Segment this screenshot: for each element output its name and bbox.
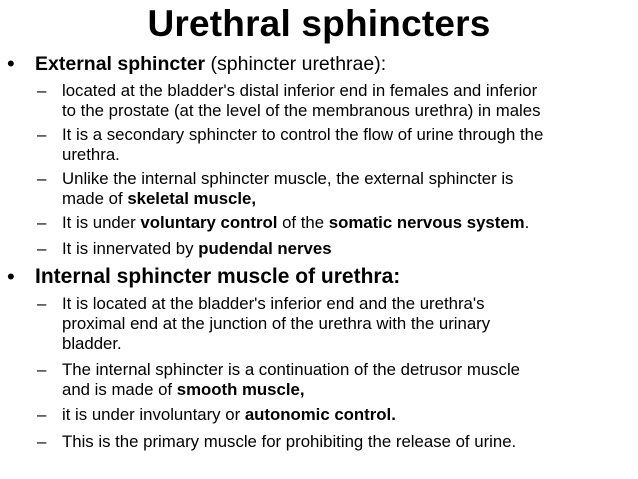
sub-bullet-line: proximal end at the junction of the urethra with the urinary xyxy=(62,314,491,333)
dash-icon: – xyxy=(37,125,47,144)
dash-icon: – xyxy=(37,294,47,313)
heading-rest: (sphincter urethrae): xyxy=(205,53,387,75)
sub-bullet-line: bladder. xyxy=(62,334,122,353)
bullet-icon: • xyxy=(7,264,15,289)
dash-icon: – xyxy=(37,169,47,188)
sub-bullet-line: urethra. xyxy=(62,145,120,164)
bullet-icon: • xyxy=(7,51,15,76)
sub-bullet-line: and is made of smooth muscle, xyxy=(62,380,305,399)
emphasis: smooth muscle, xyxy=(176,380,305,399)
dash-icon: – xyxy=(37,81,47,100)
sub-bullet-line: It is under voluntary control of the somatic nervous system. xyxy=(62,213,530,232)
dash-icon: – xyxy=(37,239,47,258)
sub-bullet-line: It is located at the bladder's inferior end and the urethra's xyxy=(62,294,485,313)
dash-icon: – xyxy=(37,213,47,232)
emphasis: pudendal nerves xyxy=(198,239,332,258)
heading-bold: External sphincter xyxy=(35,53,206,75)
dash-icon: – xyxy=(37,432,47,451)
dash-icon: – xyxy=(37,360,47,379)
sub-bullet-line: it is under involuntary or autonomic control. xyxy=(62,405,396,424)
sub-bullet-line: The internal sphincter is a continuation of the detrusor muscle xyxy=(62,360,521,379)
slide-title: Urethral sphincters xyxy=(147,3,491,44)
sub-bullet-line: This is the primary muscle for prohibiting the release of urine. xyxy=(62,432,517,451)
heading-bold: Internal sphincter muscle of urethra: xyxy=(35,265,401,288)
dash-icon: – xyxy=(37,405,47,424)
sub-bullet-line: made of skeletal muscle, xyxy=(62,189,257,208)
sub-bullet-line: to the prostate (at the level of the membranous urethra) in males xyxy=(62,101,541,120)
emphasis: somatic nervous system xyxy=(328,213,525,232)
sub-bullet-line: located at the bladder's distal inferior end in females and inferior xyxy=(62,81,538,100)
emphasis: skeletal muscle, xyxy=(127,189,257,208)
emphasis: autonomic control. xyxy=(244,405,396,424)
sub-bullet-line: It is innervated by pudendal nerves xyxy=(62,239,332,258)
emphasis: voluntary control xyxy=(140,213,278,232)
sub-bullet-line: It is a secondary sphincter to control the flow of urine through the xyxy=(62,125,544,144)
sub-bullet-line: Unlike the internal sphincter muscle, the external sphincter is xyxy=(62,169,514,188)
